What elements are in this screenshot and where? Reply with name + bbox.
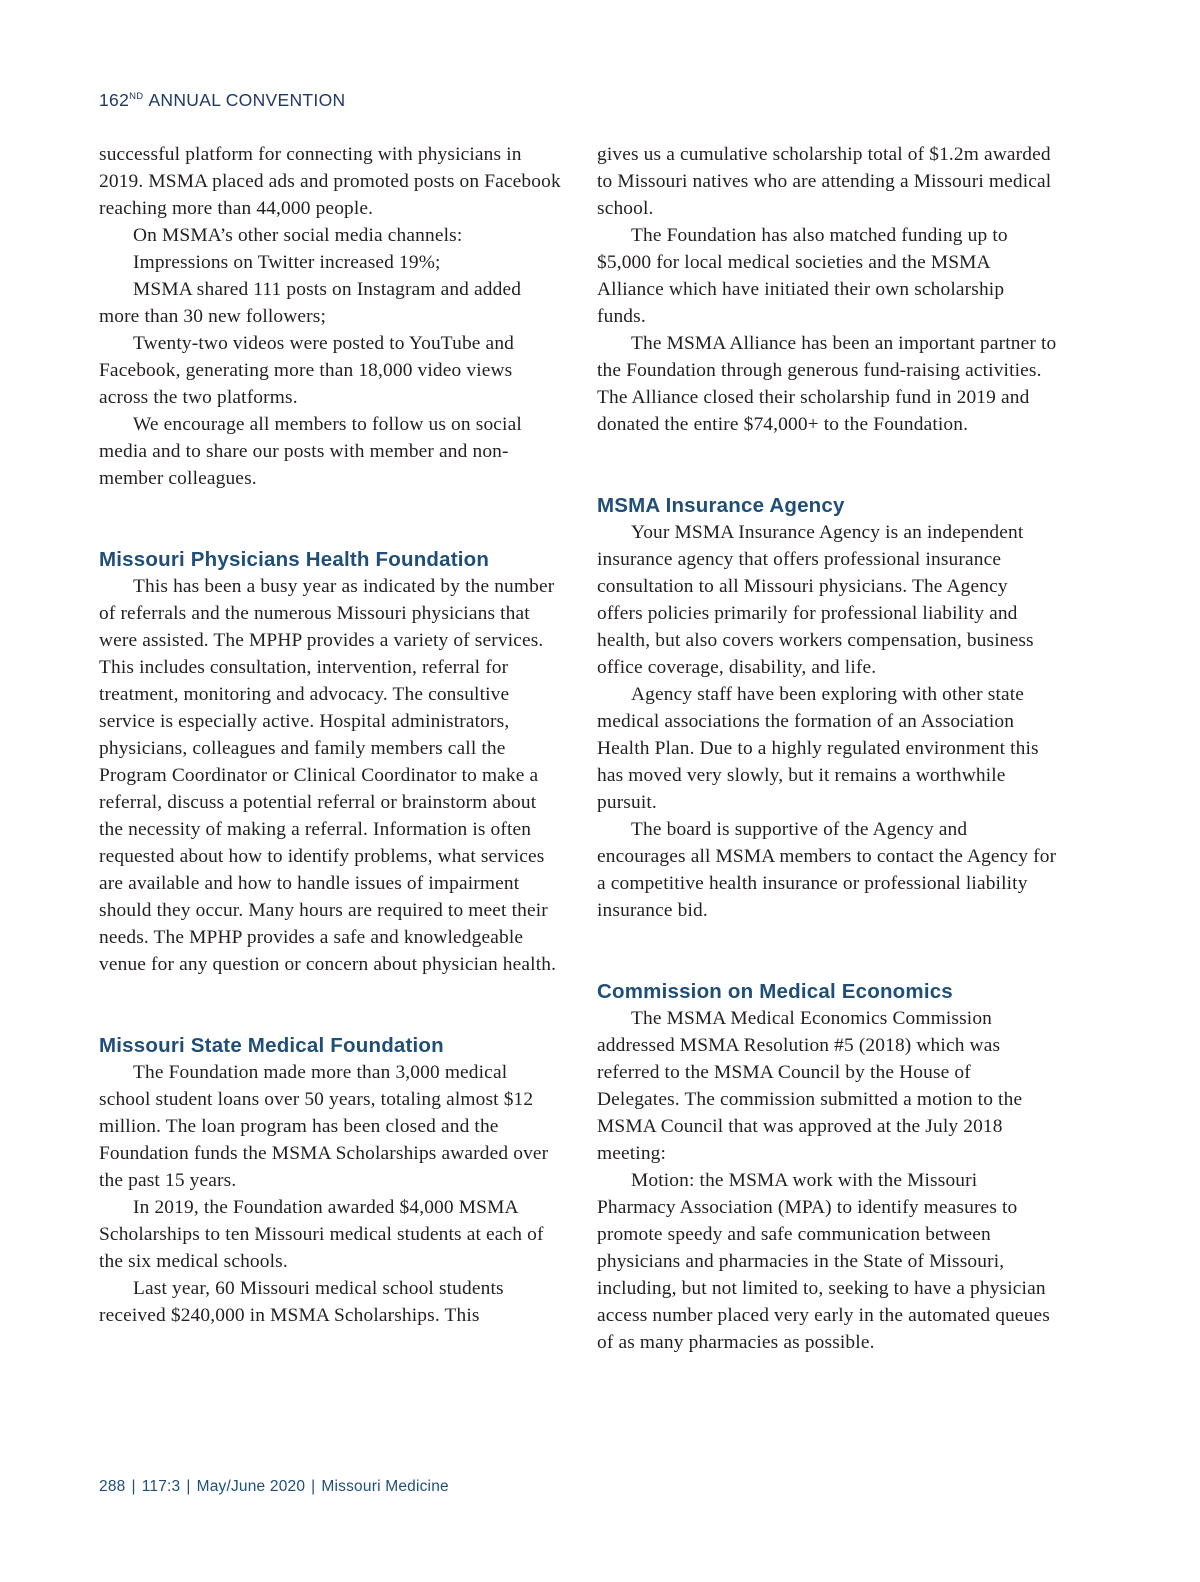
foundation-paragraph: gives us a cumulative scholarship total of $1.2m awarded to Missouri natives who are attending a Missouri medical school. <box>597 144 1052 219</box>
convention-title: ANNUAL CONVENTION <box>148 90 346 110</box>
economics-paragraph: The MSMA Medical Economics Commission addressed MSMA Resolution #5 (2018) which was referred to the MSMA Council by the House of Delegates. The commission submitted a motion to the MSMA Council that was approved at the July 2018 meeting: <box>597 1008 1023 1164</box>
social-media-paragraph: We encourage all members to follow us on social media and to share our posts with member and non-member colleagues. <box>99 414 522 489</box>
msmf-paragraph: Last year, 60 Missouri medical school students received $240,000 in MSMA Scholarships. This <box>99 1278 504 1326</box>
convention-ordinal-suffix: ND <box>129 91 144 102</box>
economics-heading: Commission on Medical Economics <box>597 980 953 1003</box>
issue-number: 117:3 <box>141 1478 181 1495</box>
section-spacer <box>597 924 1057 978</box>
msmf-paragraph: In 2019, the Foundation awarded $4,000 MSMA Scholarships to ten Missouri medical students at each of the six medical schools. <box>99 1197 544 1272</box>
right-column <box>597 141 1057 1356</box>
mphp-paragraph: This has been a busy year as indicated by the number of referrals and the numerous Missouri physicians that were assisted. The MPHP provides a variety of services. This includes consultation, intervention, referral for treatment, monitoring and advocacy. The consultive service is especially active. Hospital administrators, physicians, colleagues and family members call the Program Coordinator or Clinical Coordinator to make a referral, discuss a potential referral or brainstorm about the necessity of making a referral. Information is often requested about how to identify problems, what services are available and how to handle issues of impairment should they occur. Many hours are required to meet their needs. The MPHP provides a safe and knowledgeable venue for any question or concern about physician health. <box>99 576 557 975</box>
insurance-heading: MSMA Insurance Agency <box>597 494 845 517</box>
section-spacer <box>99 978 563 1032</box>
social-media-paragraph: On MSMA’s other social media channels: <box>133 225 463 246</box>
mphp-heading: Missouri Physicians Health Foundation <box>99 548 490 571</box>
page-footer <box>99 1478 449 1496</box>
insurance-paragraph: The board is supportive of the Agency and encourages all MSMA members to contact the Agency for a competitive health insurance or professional liability insurance bid. <box>597 819 1057 921</box>
section-spacer <box>99 492 563 546</box>
economics-paragraph: Motion: the MSMA work with the Missouri Pharmacy Association (MPA) to identify measures to promote speedy and safe communication between physicians and pharmacies in the State of Missouri, including, but not limited to, seeking to have a physician access number placed very early in the automated queues of as many pharmacies as possible. <box>597 1170 1050 1353</box>
page-number: 288 <box>99 1478 126 1495</box>
footer-separator: | <box>131 1478 136 1495</box>
insurance-paragraph: Your MSMA Insurance Agency is an independent insurance agency that offers professional insurance consultation to all Missouri physicians. The Agency offers policies primarily for professional liability and health, but also covers workers compensation, business office coverage, disability, and life. <box>597 522 1034 678</box>
running-head <box>99 90 345 111</box>
social-media-paragraph: successful platform for connecting with physicians in 2019. MSMA placed ads and promoted posts on Facebook reaching more than 44,000 people. <box>99 144 561 219</box>
insurance-paragraph: Agency staff have been exploring with other state medical associations the formation of an Association Health Plan. Due to a highly regulated environment this has moved very slowly, but it remains a worthwhile pursuit. <box>597 684 1039 813</box>
convention-number: 162 <box>99 90 130 110</box>
footer-separator: | <box>311 1478 316 1495</box>
social-media-paragraph: MSMA shared 111 posts on Instagram and added more than 30 new followers; <box>99 279 522 327</box>
social-media-paragraph: Impressions on Twitter increased 19%; <box>133 252 441 273</box>
section-spacer <box>597 438 1057 492</box>
journal-name: Missouri Medicine <box>321 1478 449 1495</box>
issue-date: May/June 2020 <box>196 1478 306 1495</box>
msmf-heading: Missouri State Medical Foundation <box>99 1034 444 1057</box>
left-column <box>99 141 563 1329</box>
footer-separator: | <box>186 1478 191 1495</box>
social-media-paragraph: Twenty-two videos were posted to YouTube and Facebook, generating more than 18,000 video views across the two platforms. <box>99 333 515 408</box>
foundation-paragraph: The Foundation has also matched funding up to $5,000 for local medical societies and the MSMA Alliance which have initiated their own scholarship funds. <box>597 225 1008 327</box>
msmf-paragraph: The Foundation made more than 3,000 medical school student loans over 50 years, totaling almost $12 million. The loan program has been closed and the Foundation funds the MSMA Scholarships awarded over the past 15 years. <box>99 1062 549 1191</box>
foundation-paragraph: The MSMA Alliance has been an important partner to the Foundation through generous fund-raising activities. The Alliance closed their scholarship fund in 2019 and donated the entire $74,000+ to the Foundation. <box>597 333 1057 435</box>
